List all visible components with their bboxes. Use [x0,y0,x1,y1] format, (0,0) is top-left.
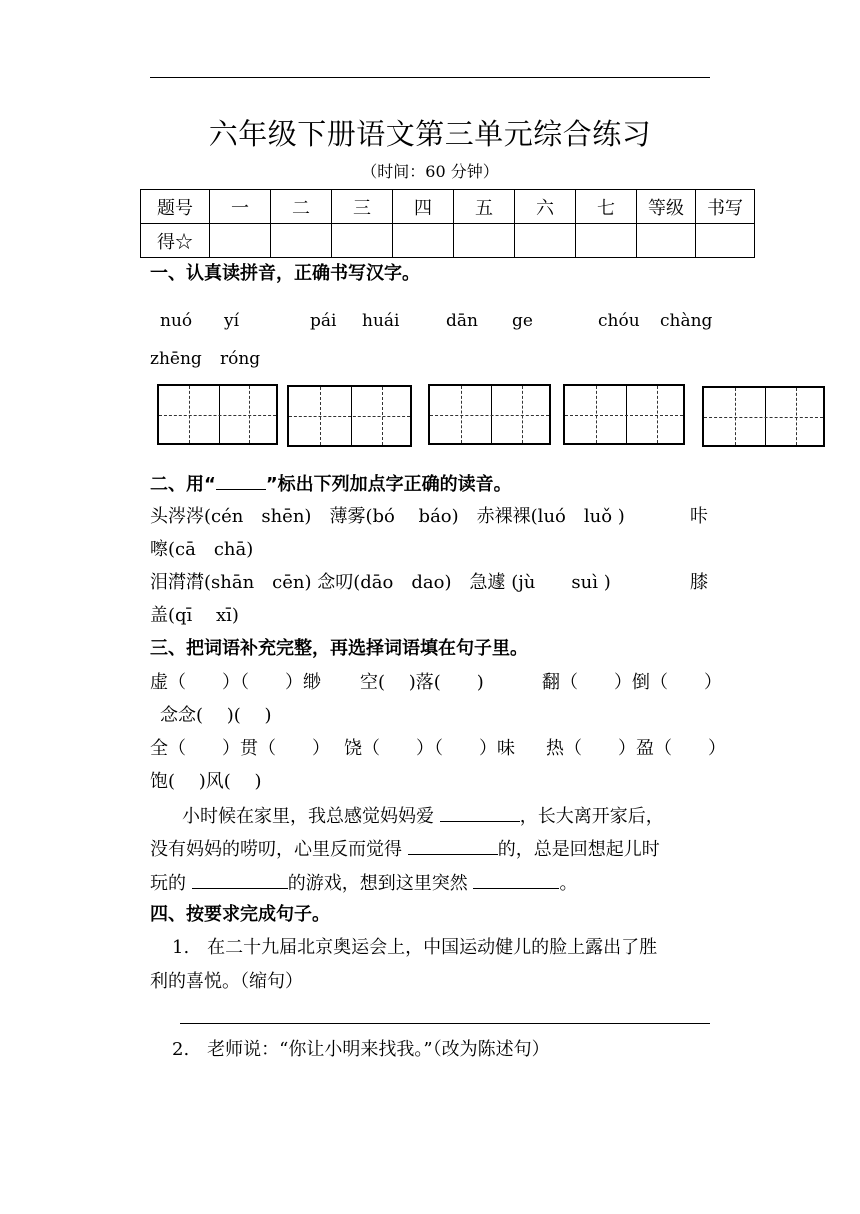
idiom-blank[interactable]: 虚（ ）（ ）缈 [150,672,321,693]
passage-text: 的游戏，想到这里突然 [287,873,468,894]
writing-grid[interactable] [157,384,278,445]
idiom-blank[interactable]: 饶（ ）（ ）味 [344,738,515,759]
writing-grid[interactable] [702,386,825,447]
time-subtitle: （时间：60 分钟） [361,162,499,181]
passage-line [150,836,660,862]
writing-grid[interactable] [428,384,551,445]
section-2-heading-start: 二、用“ [150,474,216,495]
idiom-blank[interactable]: 翻（ ）倒（ ） [542,672,722,693]
pinyin: chàng [660,311,713,331]
score-input-cell[interactable] [515,224,576,258]
writing-grid[interactable] [287,385,412,447]
passage-line [182,803,664,829]
idiom-blank[interactable]: 饱( )风( ) [150,771,262,792]
pinyin: nuó [160,311,193,331]
fill-blank[interactable] [192,870,288,889]
score-input-cell[interactable] [696,224,755,258]
section-2-heading-end: ”标出下列加点字正确的读音。 [265,474,512,495]
reading-line: 嚓(cā chā) [150,539,254,560]
score-header-cell: 一 [210,190,271,224]
question-2-text: 2. 老师说：“你让小明来找我。”（改为陈述句） [172,1039,550,1060]
reading-line: 盖(qī xī) [150,605,239,626]
pinyin: ge [512,311,533,331]
pinyin: chóu [598,311,640,331]
passage-text: ，长大离开家后， [519,806,664,827]
pinyin: zhēng [150,349,202,369]
score-input-cell[interactable] [271,224,332,258]
score-input-cell[interactable] [454,224,515,258]
fill-blank[interactable] [473,870,559,889]
page-title: 六年级下册语文第三单元综合练习 [208,117,652,151]
passage-text: 没有妈妈的唠叨，心里反而觉得 [150,839,402,860]
score-row-label: 得☆ [141,224,210,258]
fill-blank[interactable] [408,836,498,855]
passage-text: 的，总是回想起儿时 [497,839,660,860]
section-3-heading: 三、把词语补充完整，再选择词语填在句子里。 [150,638,528,659]
idiom-blank[interactable]: 念念( )( ) [160,705,272,726]
score-header-cell: 五 [454,190,515,224]
reading-line: 咔 [690,506,708,527]
idiom-blank[interactable]: 热（ ）盈（ ） [546,738,726,759]
passage-line [150,870,577,896]
score-header-cell: 七 [576,190,637,224]
answer-line[interactable] [180,1023,710,1024]
idiom-blank[interactable]: 全（ ）贯（ ） [150,738,330,759]
score-input-cell[interactable] [332,224,393,258]
pinyin: yí [224,311,240,331]
score-table-header-row [141,190,755,224]
pinyin: huái [362,311,400,331]
pinyin: róng [220,349,261,369]
question-1-text: 利的喜悦。（缩句） [150,971,303,992]
question-1-text: 1. 在二十九届北京奥运会上，中国运动健儿的脸上露出了胜 [172,937,658,958]
section-4-heading: 四、按要求完成句子。 [150,904,330,925]
score-header-cell: 二 [271,190,332,224]
writing-grid[interactable] [563,384,685,445]
score-input-cell[interactable] [210,224,271,258]
score-input-cell[interactable] [393,224,454,258]
score-header-cell: 四 [393,190,454,224]
reading-line: 泪潸潸(shān cēn) 念叨(dāo dao) 急遽 (jù suì ) [150,572,611,593]
score-input-cell[interactable] [637,224,696,258]
section-1-heading: 一、认真读拼音，正确书写汉字。 [150,263,420,284]
pinyin: pái [310,311,337,331]
pinyin: dān [446,311,478,331]
section-2-heading [150,471,512,497]
passage-text: 。 [559,873,578,894]
score-header-cell: 六 [515,190,576,224]
score-header-cell: 题号 [141,190,210,224]
score-header-cell: 书写 [696,190,755,224]
score-table [140,189,755,258]
underline-sample [216,471,266,490]
score-table-score-row [141,224,755,258]
passage-text: 玩的 [150,873,186,894]
passage-text: 小时候在家里，我总感觉妈妈爱 [182,806,434,827]
header-rule [150,77,710,78]
score-header-cell: 三 [332,190,393,224]
idiom-blank[interactable]: 空( )落( ) [360,672,484,693]
reading-line: 头涔涔(cén shēn) 薄雾(bó báo) 赤裸裸(luó luǒ ) [150,506,625,527]
fill-blank[interactable] [440,803,520,822]
score-header-cell: 等级 [637,190,696,224]
score-input-cell[interactable] [576,224,637,258]
reading-line: 膝 [690,572,708,593]
